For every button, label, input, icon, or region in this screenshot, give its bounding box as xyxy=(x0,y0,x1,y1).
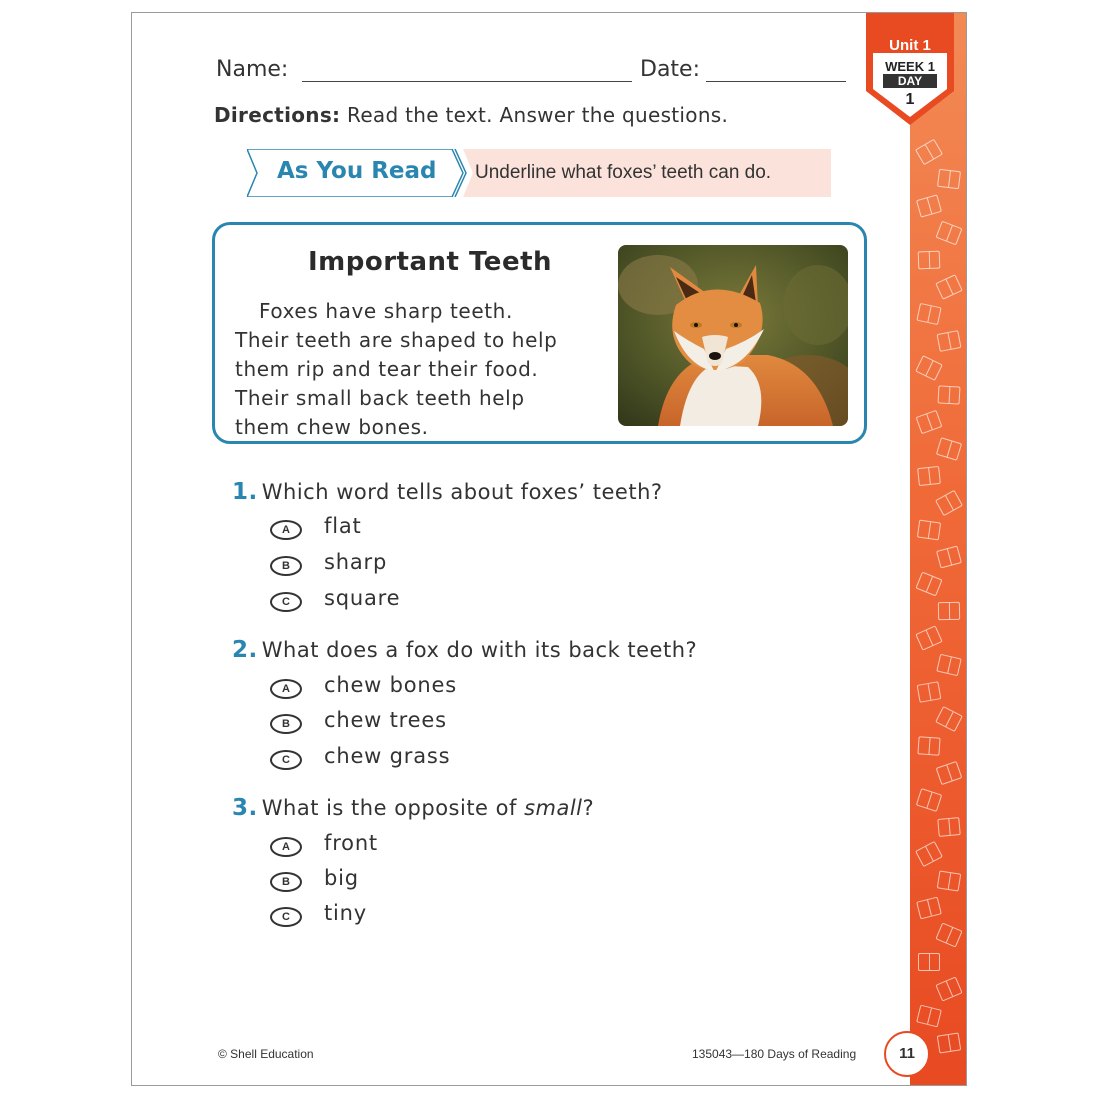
fox-photo xyxy=(618,245,848,426)
book-doodle-icon xyxy=(916,788,942,812)
as-you-read-banner xyxy=(247,149,831,197)
book-doodle-icon xyxy=(916,410,943,434)
answer-bubble[interactable]: A xyxy=(270,520,302,540)
book-doodle-icon xyxy=(937,169,961,190)
book-doodle-icon xyxy=(935,976,962,1001)
directions xyxy=(214,103,728,127)
passage-box xyxy=(212,222,867,444)
book-doodle-icon xyxy=(936,545,962,568)
question-emphasis: small xyxy=(524,796,583,820)
answer-bubble[interactable]: B xyxy=(270,872,302,892)
book-doodle-icon xyxy=(936,437,962,461)
answer-bubble[interactable]: C xyxy=(270,592,302,612)
question-3 xyxy=(232,795,595,925)
answer-text: square xyxy=(324,586,401,610)
book-doodle-icon xyxy=(917,681,942,703)
unit-badge xyxy=(866,13,954,125)
fox-illustration xyxy=(618,245,848,426)
book-doodle-icon xyxy=(915,572,942,597)
answer-text: chew grass xyxy=(324,744,451,768)
book-doodle-icon xyxy=(938,602,960,620)
passage-line: Their teeth are shaped to help xyxy=(235,328,558,352)
passage-title: Important Teeth xyxy=(308,247,553,277)
answer-bubble[interactable]: A xyxy=(270,679,302,699)
question-2 xyxy=(232,637,698,768)
answer-bubble[interactable]: B xyxy=(270,714,302,734)
answer-bubble[interactable]: C xyxy=(270,750,302,770)
date-field[interactable] xyxy=(706,81,846,82)
book-doodle-icon xyxy=(935,490,963,516)
question-text: What is the opposite of xyxy=(261,796,525,820)
worksheet-page xyxy=(131,12,967,1086)
as-you-read-instruction: Underline what foxes’ teeth can do. xyxy=(475,162,772,183)
as-you-read-title: As You Read xyxy=(277,158,437,184)
book-doodle-icon xyxy=(916,1005,942,1028)
book-doodle-icon xyxy=(937,870,962,891)
book-doodle-icon xyxy=(917,466,941,486)
question-text: Which word tells about foxes’ teeth? xyxy=(261,480,663,504)
book-doodle-icon xyxy=(917,736,940,755)
book-doodle-icon xyxy=(936,654,961,676)
book-doodle-icon xyxy=(915,139,943,166)
copyright-text: © Shell Education xyxy=(218,1047,314,1061)
book-doodle-icon xyxy=(937,1032,962,1053)
answer-text: tiny xyxy=(324,901,368,925)
week-label: WEEK 1 xyxy=(885,59,935,74)
book-doodle-icon xyxy=(937,817,960,837)
book-doodle-icon xyxy=(936,761,963,785)
question-1-prompt xyxy=(232,479,663,505)
book-doodle-icon xyxy=(938,385,961,404)
question-number: 3. xyxy=(232,795,258,821)
answer-bubble[interactable]: B xyxy=(270,556,302,576)
book-doodle-icon xyxy=(915,841,943,867)
question-number: 1. xyxy=(232,479,258,505)
book-doodle-icon xyxy=(936,330,961,352)
book-doodle-icon xyxy=(935,274,963,300)
directions-text: Read the text. Answer the questions. xyxy=(347,103,729,127)
book-doodle-icon xyxy=(916,303,941,325)
day-number: 1 xyxy=(905,91,915,108)
book-doodle-icon xyxy=(918,953,940,971)
answer-text: front xyxy=(324,831,378,855)
passage-line: Their small back teeth help xyxy=(235,386,525,410)
answer-text: chew trees xyxy=(324,708,447,732)
name-label: Name: xyxy=(216,57,289,82)
book-title: 135043—180 Days of Reading xyxy=(692,1047,857,1061)
name-field[interactable] xyxy=(302,81,632,82)
question-3-prompt xyxy=(232,795,594,821)
question-1 xyxy=(232,479,663,610)
question-text: What does a fox do with its back teeth? xyxy=(261,638,698,662)
question-2-prompt xyxy=(232,637,697,663)
book-doodle-icon xyxy=(918,251,941,270)
answer-text: big xyxy=(324,866,359,890)
book-doodle-icon xyxy=(936,221,963,246)
answer-text: flat xyxy=(324,514,362,538)
book-pattern xyxy=(910,13,967,1085)
directions-label: Directions: xyxy=(214,103,341,127)
unit-title: Unit 1 xyxy=(889,37,931,54)
book-doodle-icon xyxy=(935,706,963,732)
passage-line: Foxes have sharp teeth. xyxy=(259,299,513,323)
question-text-end: ? xyxy=(582,796,595,820)
day-label: DAY xyxy=(883,74,937,88)
answer-text: chew bones xyxy=(324,673,457,697)
page-number: 11 xyxy=(884,1031,930,1077)
passage-line: them chew bones. xyxy=(235,415,429,439)
book-doodle-icon xyxy=(917,520,941,541)
answer-text: sharp xyxy=(324,550,388,574)
date-label: Date: xyxy=(640,57,700,82)
answer-bubble[interactable]: A xyxy=(270,837,302,857)
question-number: 2. xyxy=(232,637,258,663)
answer-bubble[interactable]: C xyxy=(270,907,302,927)
book-doodle-icon xyxy=(935,922,962,947)
book-doodle-icon xyxy=(915,355,943,381)
passage-line: them rip and tear their food. xyxy=(235,357,539,381)
book-doodle-icon xyxy=(916,897,942,920)
decorative-side-stripe xyxy=(910,13,967,1085)
passage-text[interactable] xyxy=(235,297,605,442)
book-doodle-icon xyxy=(915,625,942,650)
book-doodle-icon xyxy=(916,194,942,217)
